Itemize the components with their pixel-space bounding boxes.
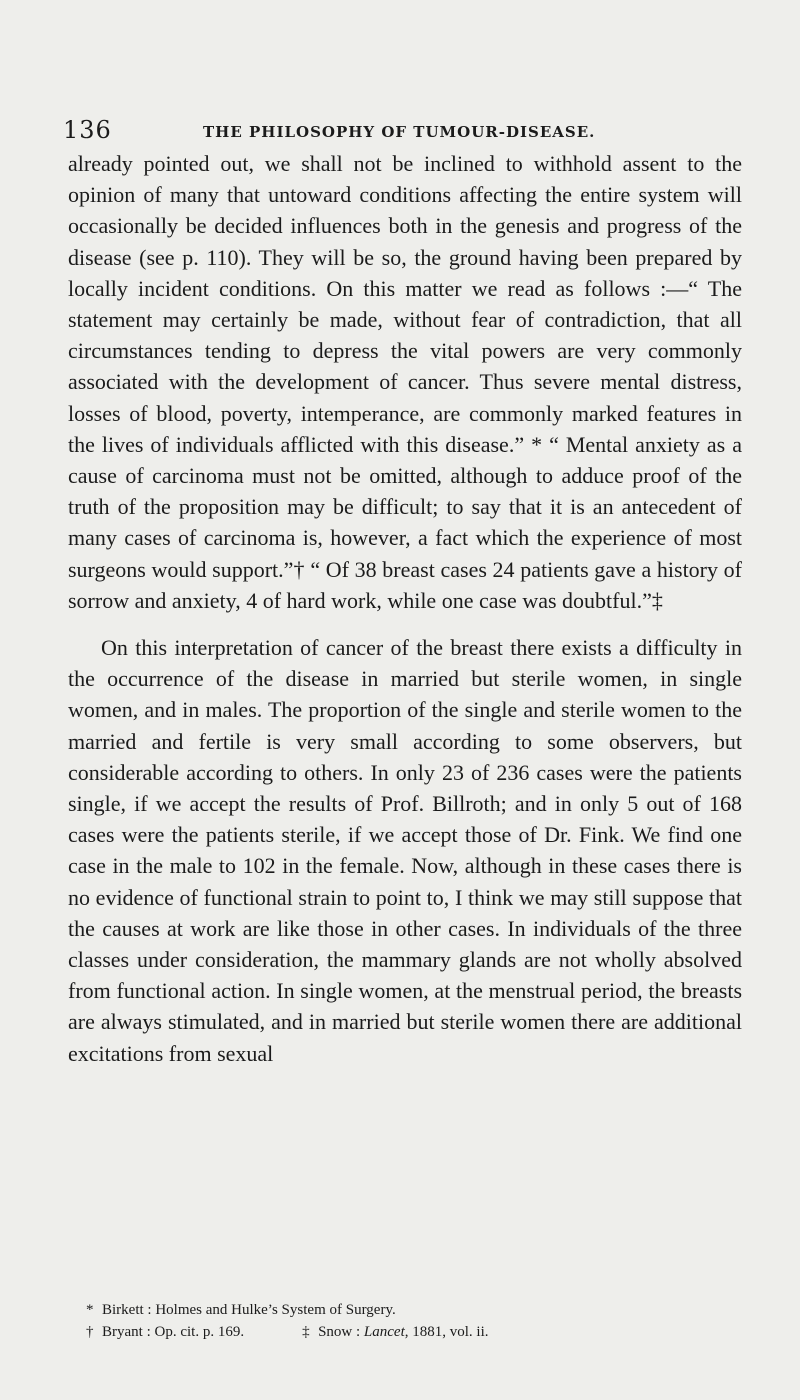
footnote-text: Bryant : Op. cit. p. 169. xyxy=(102,1324,245,1340)
footnote-mark: * xyxy=(86,1302,94,1318)
footnotes xyxy=(86,1299,742,1343)
page-number: 136 xyxy=(63,116,112,144)
page-header xyxy=(63,113,743,147)
footnote-text xyxy=(318,1321,488,1343)
paragraph-2: On this interpretation of cancer of the breast there exists a difficulty in the occurrence of the disease in married but sterile women, in single women, and in males. The proportion of the single and sterile women to the married and fertile is very small according to some observers, but considerable according to others. In only 23 of 236 cases were the patients single, if we accept the results of Prof. Billroth; and in only 5 out of 168 cases were the patients sterile, if we accept those of Dr. Fink. We find one case in the male to 102 in the female. Now, although in these cases there is no evidence of functional strain to point to, I think we may still suppose that the causes at work are like those in other cases. In individuals of the three classes under consideration, the mammary glands are not wholly absolved from functional action. In single women, at the menstrual period, the breasts are always stimulated, and in married but sterile women there are additional excitations from sexual xyxy=(68,635,742,1066)
footnote-journal: Lancet xyxy=(363,1324,405,1340)
footnote-author: Snow : xyxy=(318,1324,364,1340)
footnote-mark: † xyxy=(86,1324,94,1340)
paragraph-1: already pointed out, we shall not be inclined to withhold assent to the opinion of many that untoward conditions affecting the entire system will occasionally be decided influences both in the genesis and progress of the disease (see p. 110). They will be so, the ground having been prepared by locally incident conditions. On this matter we read as follows :—“ The statement may certainly be made, without fear of contradiction, that all circumstances tending to depress the vital powers are very commonly associated with the development of cancer. Thus severe mental distress, losses of blood, poverty, intemperance, are commonly marked features in the lives of individuals afflicted with this disease.” * “ Mental anxiety as a cause of carcinoma must not be omitted, although to adduce proof of the truth of the proposition may be difficult; to say that it is an antecedent of many cases of carcinoma is, however, a fact which the experience of most surgeons would support.”† “ Of 38 breast cases 24 patients gave a history of sorrow and anxiety, 4 of hard work, while one case was doubtful.”‡ xyxy=(68,151,742,613)
footnote-citation: , 1881, vol. ii. xyxy=(404,1324,489,1340)
running-title: THE PHILOSOPHY OF TUMOUR-DISEASE. xyxy=(203,123,596,141)
footnote-row-2 xyxy=(86,1321,742,1343)
footnote-row-1 xyxy=(86,1299,742,1321)
body-text xyxy=(68,148,742,1069)
footnote-mark: ‡ xyxy=(302,1324,310,1340)
footnote-text: Birkett : Holmes and Hulke’s System of Surgery. xyxy=(102,1302,396,1318)
